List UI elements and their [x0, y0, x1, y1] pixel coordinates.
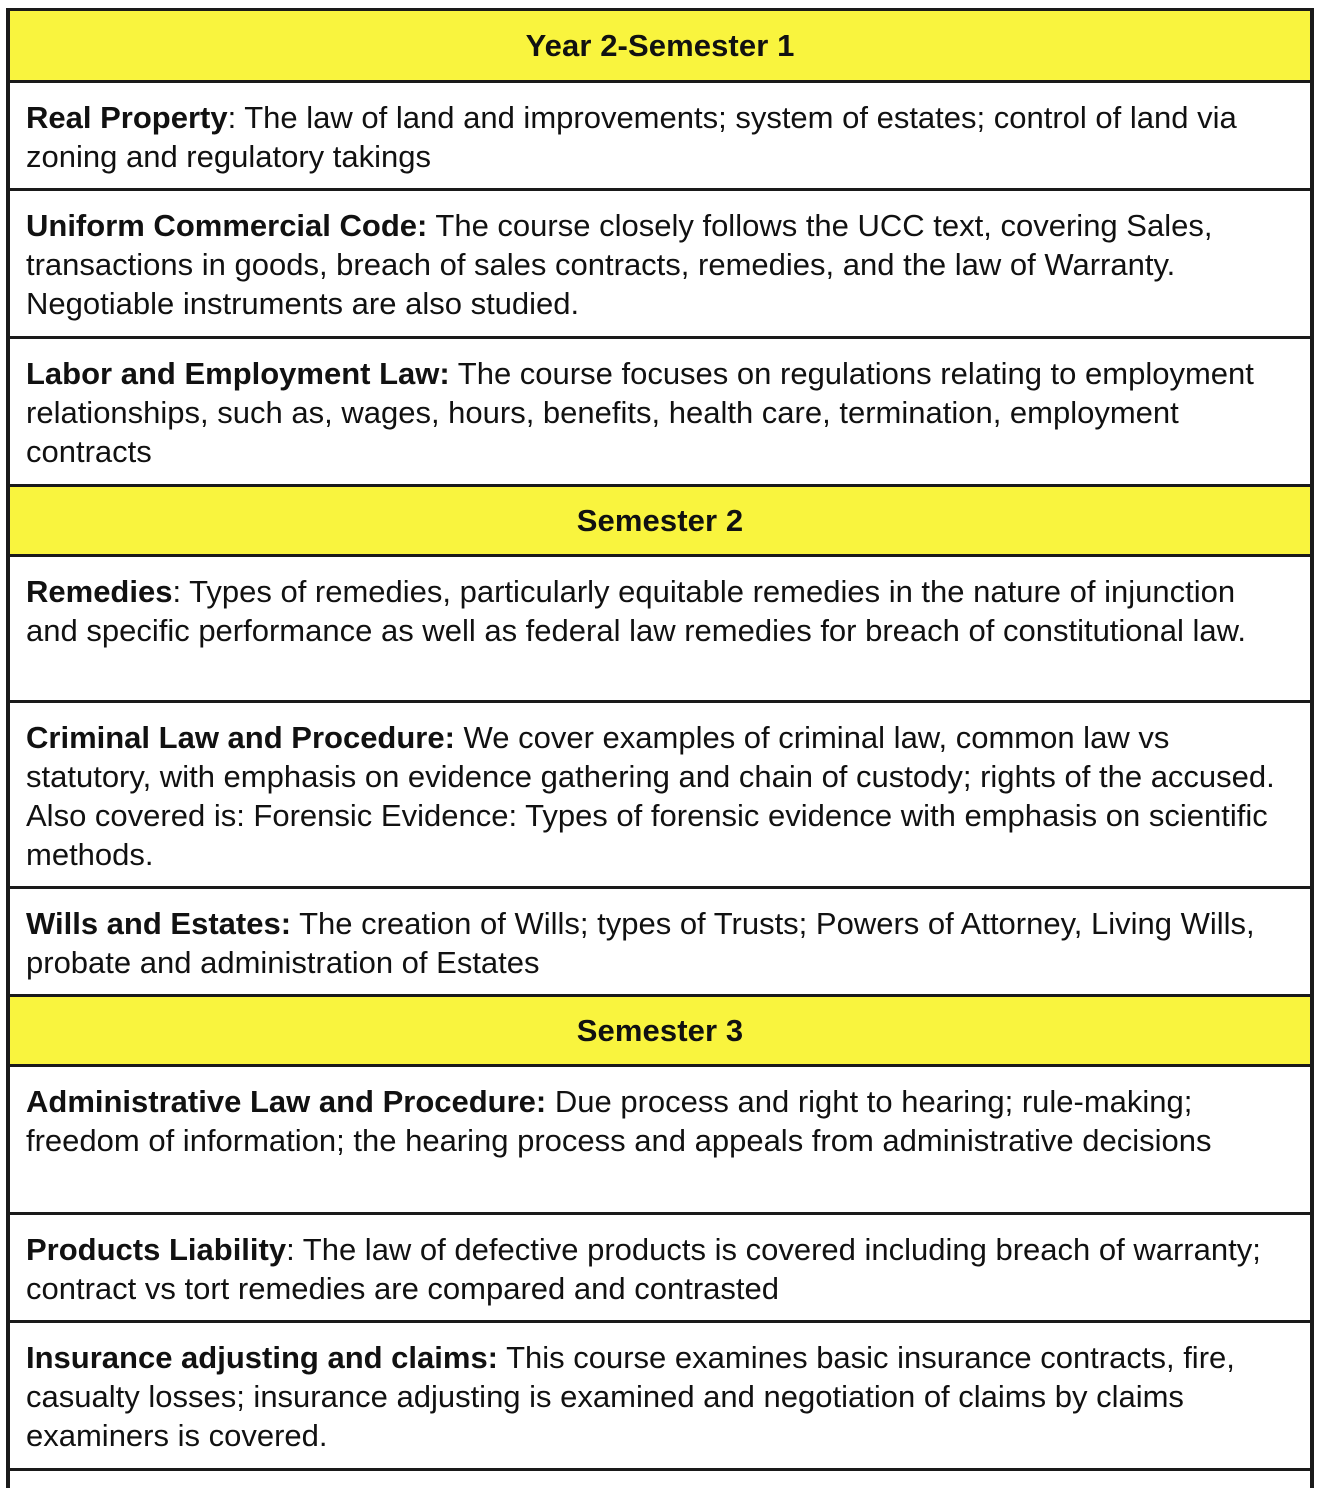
course-text	[26, 1230, 1292, 1308]
course-row-ucc	[10, 191, 1310, 339]
header-semester3	[10, 997, 1310, 1067]
course-row-insurance-claims	[10, 1323, 1310, 1471]
course-text	[26, 1338, 1292, 1455]
course-name: Uniform Commercial Code:	[26, 208, 428, 243]
course-row-labor-employment	[10, 339, 1310, 487]
course-name: Insurance adjusting and claims:	[26, 1340, 499, 1375]
header-title: Year 2-Semester 1	[525, 27, 795, 63]
course-row-wills-estates	[10, 889, 1310, 997]
course-description: The course closely follows the UCC text, covering Sales, transactions in goods, breach of sales contracts, remedies, and the law of Warranty. Negotiable instruments are also studied.	[26, 208, 1213, 321]
course-description: Due process and right to hearing; rule-making; freedom of information; the hearing process and appeals from administrative decisions	[26, 1084, 1212, 1158]
course-name: Administrative Law and Procedure:	[26, 1084, 547, 1119]
course-text	[26, 718, 1292, 874]
course-name: Products Liability	[26, 1232, 287, 1267]
course-row-criminal-law	[10, 703, 1310, 889]
course-name: Wills and Estates:	[26, 906, 292, 941]
curriculum-table	[6, 8, 1314, 1488]
course-row-administrative-law	[10, 1067, 1310, 1215]
header-title: Semester 2	[576, 502, 744, 538]
course-description: The course focuses on regulations relating to employment relationships, such as, wages, hours, benefits, health care, termination, employment contracts	[26, 356, 1254, 469]
course-description: We cover examples of criminal law, common law vs statutory, with emphasis on evidence gathering and chain of custody; rights of the accused. Also covered is: Forensic Evidence: Types of forensic evidence with emphasis on scientific methods.	[26, 720, 1275, 872]
course-text	[26, 1082, 1292, 1160]
course-text	[26, 206, 1292, 323]
course-text	[26, 98, 1292, 176]
course-name: Remedies	[26, 574, 173, 609]
course-description: : The law of defective products is covered including breach of warranty; contract vs tort remedies are compared and contrasted	[26, 1232, 1261, 1306]
course-description: : Types of remedies, particularly equitable remedies in the nature of injunction and specific performance as well as federal law remedies for breach of constitutional law.	[26, 574, 1246, 648]
course-text	[26, 572, 1292, 650]
course-text	[26, 904, 1292, 982]
course-description: This course examines basic insurance contracts, fire, casualty losses; insurance adjusting is examined and negotiation of claims by claims examiners is covered.	[26, 1340, 1235, 1453]
course-row-remedies	[10, 557, 1310, 703]
header-title: Semester 3	[576, 1012, 744, 1048]
header-year2-semester1	[10, 11, 1310, 83]
course-description: The creation of Wills; types of Trusts; Powers of Attorney, Living Wills, probate and administration of Estates	[26, 906, 1255, 980]
header-semester2	[10, 487, 1310, 557]
course-name: Labor and Employment Law:	[26, 356, 450, 391]
course-name: Real Property	[26, 100, 228, 135]
course-row-real-property	[10, 83, 1310, 191]
course-description: : The law of land and improvements; system of estates; control of land via zoning and regulatory takings	[26, 100, 1237, 174]
course-row-products-liability	[10, 1215, 1310, 1323]
course-name: Criminal Law and Procedure:	[26, 720, 455, 755]
course-text	[26, 354, 1292, 471]
